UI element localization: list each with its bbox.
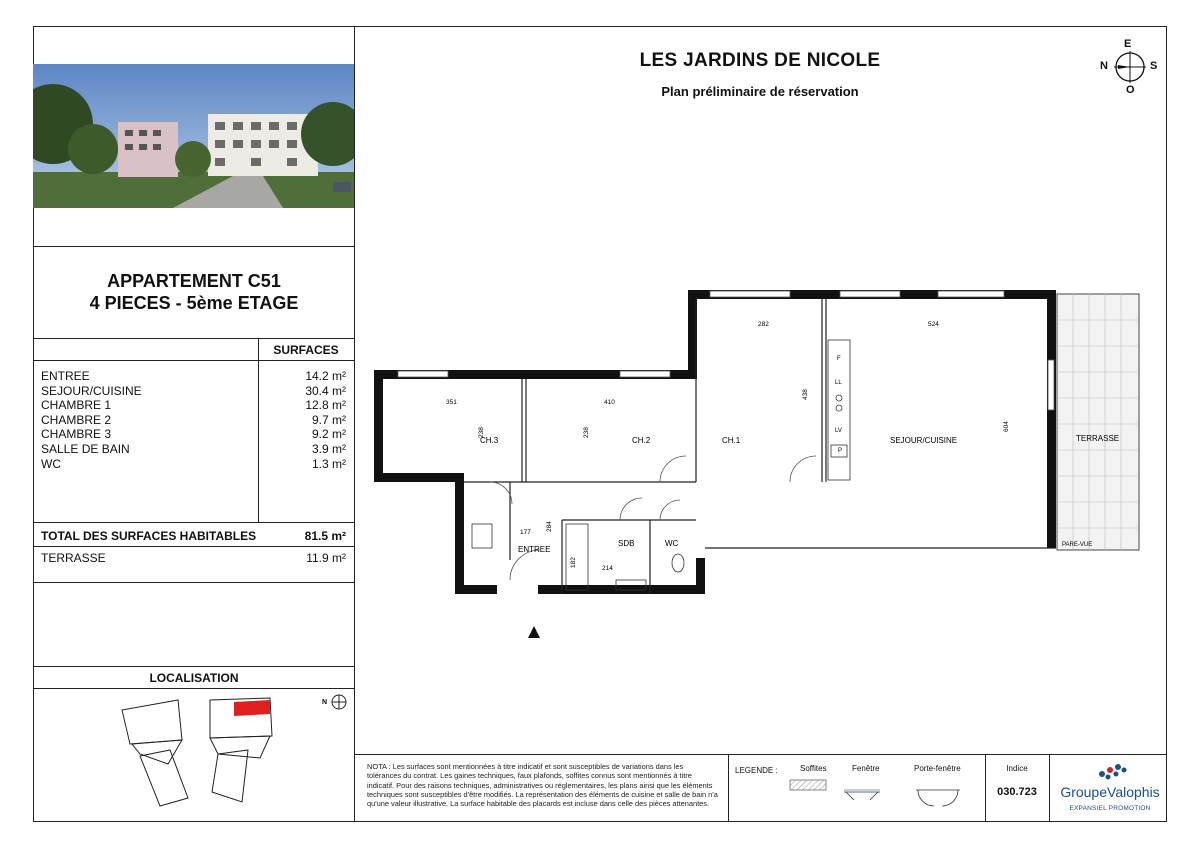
brand-name-part-1: Groupe: [1060, 784, 1108, 800]
localisation-title: LOCALISATION: [149, 671, 239, 685]
dim-410: 410: [604, 399, 615, 406]
indice-label: Indice: [1006, 764, 1028, 773]
note-divider: [728, 754, 729, 822]
compass-east: E: [1124, 38, 1132, 50]
surfaces-header-divider: [33, 360, 354, 361]
terrace-value: 11.9 m²: [306, 551, 346, 565]
table-row: [41, 457, 346, 472]
table-row: [41, 369, 346, 384]
room-label-ch1: CH.1: [722, 436, 741, 445]
dim-214: 214: [602, 565, 613, 572]
entrance-arrow-icon: [528, 626, 540, 638]
dim-182: 182: [570, 557, 577, 568]
room-label-sdb: SDB: [618, 539, 635, 548]
kitchen-label-p: P: [838, 448, 843, 454]
building-render-image: [33, 64, 354, 208]
row-label: CHAMBRE 2: [41, 412, 112, 427]
compass-south: S: [1150, 60, 1158, 72]
terrace-label: TERRASSE: [41, 551, 106, 565]
row-label: CHAMBRE 3: [41, 427, 112, 442]
compass-north: N: [1100, 60, 1108, 72]
room-label-terrasse: TERRASSE: [1076, 434, 1120, 443]
groupe-valophis-logo-icon: [1094, 762, 1130, 782]
floor-plan: [360, 280, 1160, 640]
room-label-wc: WC: [665, 539, 679, 548]
total-value: 81.5 m²: [304, 529, 346, 543]
room-label-entree: ENTREE: [518, 545, 551, 554]
apartment-title: [34, 270, 354, 314]
row-label: CHAMBRE 1: [41, 398, 112, 413]
dim-238b: 238: [583, 427, 590, 438]
north-arrow-icon: [322, 695, 346, 709]
dim-524: 524: [928, 321, 939, 328]
surfaces-table: [41, 369, 346, 471]
table-row: [41, 384, 346, 399]
localisation-top-divider: [33, 666, 354, 667]
row-value: 30.4 m²: [305, 383, 346, 398]
indice-divider: [1049, 754, 1050, 822]
table-row: [41, 442, 346, 457]
total-top-divider: [33, 522, 354, 523]
project-title: LES JARDINS DE NICOLE: [639, 50, 881, 71]
compass-rose: [1098, 38, 1166, 98]
terrace-divider: [33, 582, 354, 583]
row-value: 3.9 m²: [311, 441, 346, 456]
table-row: [41, 427, 346, 442]
row-label: SALLE DE BAIN: [41, 441, 130, 456]
legend-soffites-label: Soffites: [800, 764, 827, 773]
soffites-symbol-icon: [790, 780, 826, 790]
window-symbol-icon: [844, 790, 880, 800]
brand-subtitle: EXPANSIEL PROMOTION: [1069, 805, 1151, 812]
row-value: 12.8 m²: [305, 398, 346, 413]
apartment-name: APPARTEMENT C51: [107, 271, 281, 291]
brand-name-part-2: Valophis: [1107, 784, 1160, 800]
terrace-row: [41, 551, 346, 565]
dim-438: 438: [802, 389, 809, 400]
row-value: 9.7 m²: [311, 412, 346, 427]
total-label: TOTAL DES SURFACES HABITABLES: [41, 529, 257, 543]
disclaimer-note: NOTA : Les surfaces sont mentionnées à titre indicatif et sont susceptibles de variations dans les tolérances du contrat. Les gaines techniques, faux plafonds, soffites connus sont mentionnés à titre indicatif. Pour des raisons techniques, administratives ou réglementaires, les plans ainsi que les éléments techniques sont susceptibles d'être modifiés. La représentation des éléments de cuisine et salle de bain n'a qu'une valeur illustrative. La surface habitable des placards est incluse dans celle des pièces attenantes.: [367, 762, 718, 809]
apartment-rooms-floor: 4 PIECES - 5ème ETAGE: [89, 293, 299, 313]
compass-west: O: [1126, 84, 1135, 96]
row-label: ENTREE: [41, 369, 90, 383]
row-label: SEJOUR/CUISINE: [41, 383, 142, 398]
kitchen-label-ll: LL: [835, 380, 842, 386]
plan-subtitle: Plan préliminaire de réservation: [661, 84, 859, 99]
dim-177: 177: [520, 529, 531, 536]
room-label-ch3: CH.3: [480, 436, 499, 445]
kitchen-label-f: F: [837, 356, 841, 362]
legend-fenetre-label: Fenêtre: [852, 764, 880, 773]
photo-divider: [33, 246, 354, 247]
dim-282: 282: [758, 321, 769, 328]
window-openings: [398, 291, 1054, 410]
dim-351: 351: [446, 399, 457, 406]
row-value: 14.2 m²: [305, 369, 346, 383]
kitchen-label-lv: LV: [835, 428, 842, 434]
room-label-sejour: SEJOUR/CUISINE: [890, 436, 958, 445]
dim-284: 284: [546, 521, 553, 532]
legend-porte-fenetre-label: Porte-fenêtre: [914, 764, 961, 773]
row-value: 1.3 m²: [311, 456, 346, 471]
legend-title: LEGENDE :: [735, 766, 778, 775]
row-label: WC: [41, 456, 61, 471]
terrace-area: [1057, 294, 1139, 550]
indice-value: 030.723: [997, 786, 1037, 798]
localisation-north: N: [322, 699, 328, 706]
interior-walls: [464, 299, 1056, 594]
total-bottom-divider: [33, 546, 354, 547]
legend-symbols: [788, 776, 978, 812]
localisation-map: [110, 692, 355, 810]
door-swings: [490, 456, 816, 580]
surfaces-header: SURFACES: [273, 343, 339, 357]
table-row: [41, 398, 346, 413]
label-pare-vue: PARE-VUE: [1062, 542, 1093, 548]
dim-604: 604: [1003, 421, 1010, 432]
brand-name: [1056, 784, 1164, 800]
row-value: 9.2 m²: [311, 427, 346, 442]
localisation-title-divider: [33, 688, 354, 689]
apartment-location-highlight: [234, 700, 270, 716]
footer-divider: [354, 754, 1167, 755]
title-divider: [33, 338, 354, 339]
table-row: [41, 413, 346, 428]
room-label-ch2: CH.2: [632, 436, 651, 445]
dim-238a: 238: [478, 427, 485, 438]
door-window-symbol-icon: [916, 790, 960, 806]
bathroom-fixtures: [472, 524, 684, 590]
total-surfaces-row: [41, 529, 346, 543]
